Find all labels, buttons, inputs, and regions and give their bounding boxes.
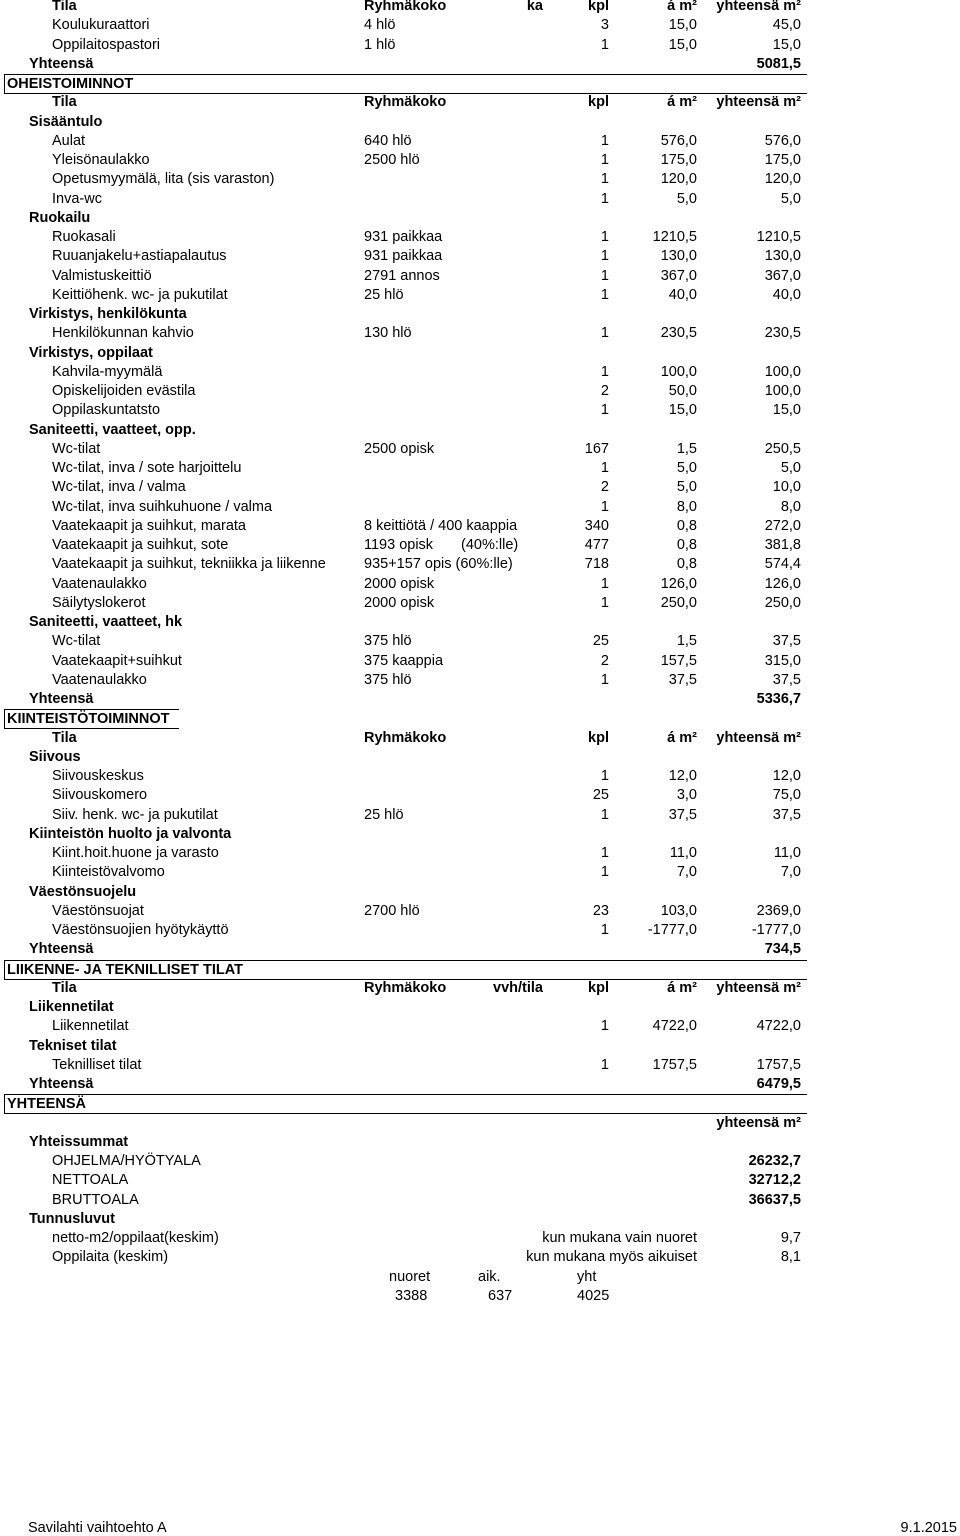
row-tila: Wc-tilat	[52, 633, 101, 650]
key-figure-value: 8,1	[780, 1249, 801, 1266]
row-kpl: 477	[584, 537, 609, 553]
row-am2: 8,0	[676, 498, 697, 515]
table-row	[0, 575, 960, 594]
table-row	[0, 1017, 960, 1036]
row-tila: Kiint.hoit.huone ja varasto	[52, 845, 219, 861]
row-yhteensa: 11,0	[773, 845, 801, 861]
group-heading	[0, 1133, 960, 1152]
row-tila: Opetusmyymälä, lita (sis varaston)	[52, 171, 275, 188]
total-value: 6479,5	[756, 1076, 801, 1092]
row-tila: Inva-wc	[52, 190, 102, 207]
row-kpl: 1	[600, 922, 609, 938]
row-kpl: 2	[600, 652, 609, 669]
total-value: 734,5	[764, 941, 801, 958]
table-row	[0, 401, 960, 420]
header-yhteensa: yhteensä m²	[716, 94, 801, 111]
column-header-row	[0, 979, 960, 998]
row-am2: 100,0	[660, 363, 697, 380]
row-ryhmakoko: 640 hlö	[364, 132, 412, 149]
row-yhteensa: 37,5	[772, 633, 801, 650]
row-ryhmakoko: 2000 opisk	[364, 594, 435, 611]
row-yhteensa: 5,0	[780, 190, 801, 207]
row-ryhmakoko: 25 hlö	[364, 286, 404, 303]
row-tila: Siivouskomero	[52, 787, 148, 804]
total-row	[0, 690, 960, 709]
row-yhteensa: 250,0	[764, 594, 801, 611]
row-yhteensa: 15,0	[772, 402, 801, 419]
row-yhteensa: 40,0	[772, 286, 801, 303]
row-tila: Ruokasali	[52, 229, 116, 245]
row-yhteensa: 37,5	[772, 806, 801, 823]
row-am2: 1757,5	[652, 1056, 697, 1073]
row-kpl: 1	[600, 498, 609, 515]
summary-header-row	[0, 1114, 960, 1133]
header-ryhmakoko: Ryhmäkoko	[364, 729, 447, 746]
row-ryhmakoko: 931 paikkaa	[364, 248, 443, 265]
summary-row	[0, 1171, 960, 1190]
group-heading	[0, 421, 960, 440]
group-label: Yhteissummat	[29, 1133, 129, 1150]
section-title: OHEISTOIMINNOT	[4, 74, 807, 94]
student-count-row	[0, 1287, 960, 1306]
footer-date: 9.1.2015	[900, 1520, 957, 1536]
row-yhteensa: 1757,5	[756, 1056, 801, 1073]
row-yhteensa: 250,5	[764, 440, 801, 457]
group-label: Tekniset tilat	[29, 1037, 117, 1054]
header-ryhmakoko: Ryhmäkoko	[364, 0, 447, 14]
header-tila: Tila	[52, 0, 77, 14]
row-tila: Kahvila-myymälä	[52, 363, 163, 380]
table-row	[0, 594, 960, 613]
column-header-row	[0, 729, 960, 748]
row-am2: 11,0	[669, 845, 697, 861]
header-yhteensa: yhteensä m²	[716, 1114, 801, 1131]
header-kpl: kpl	[588, 94, 609, 111]
row-am2: 0,8	[676, 517, 697, 534]
table-row	[0, 267, 960, 286]
row-yhteensa: 5,0	[780, 460, 801, 476]
row-am2: 367,0	[660, 267, 697, 284]
group-label: Ruokailu	[29, 209, 91, 226]
row-yhteensa: 8,0	[780, 498, 801, 515]
group-heading	[0, 209, 960, 228]
row-kpl: 2	[600, 383, 609, 399]
table-row	[0, 286, 960, 305]
row-yhteensa: 381,8	[764, 537, 801, 553]
summary-row	[0, 1191, 960, 1210]
summary-row	[0, 1152, 960, 1171]
row-ryhmakoko: 935+157 opis (60%:lle)	[364, 556, 513, 573]
row-am2: 50,0	[668, 383, 697, 399]
row-kpl: 1	[600, 229, 609, 245]
row-kpl: 1	[600, 152, 609, 168]
key-figure-label: Oppilaita (keskim)	[52, 1249, 169, 1266]
table-row	[0, 806, 960, 825]
group-label: Saniteetti, vaatteet, hk	[29, 614, 183, 630]
table-row	[0, 536, 960, 555]
row-tila: Oppilaskuntatsto	[52, 402, 161, 419]
section-title: KIINTEISTÖTOIMINNOT	[4, 709, 179, 729]
header-ryhmakoko: Ryhmäkoko	[364, 979, 447, 996]
footer-document-name: Savilahti vaihtoehto A	[28, 1520, 167, 1536]
header-am2: á m²	[667, 0, 697, 14]
row-ryhmakoko: 1 hlö	[364, 36, 396, 53]
table-row	[0, 478, 960, 497]
group-label: Väestönsuojelu	[29, 883, 137, 900]
table-row	[0, 190, 960, 209]
row-am2: 1,5	[676, 440, 697, 457]
row-tila: Liikennetilat	[52, 1018, 129, 1035]
group-label: Liikennetilat	[29, 999, 114, 1015]
header-yhteensa: yhteensä m²	[716, 0, 801, 14]
count-nuoret: 3388	[395, 1287, 428, 1304]
column-header-row	[0, 0, 960, 16]
row-kpl: 1	[600, 594, 609, 611]
row-ryhmakoko-note: (40%:lle)	[461, 537, 519, 553]
row-tila: Vaatekaapit ja suihkut, marata	[52, 517, 246, 534]
row-kpl: 1	[600, 171, 609, 188]
row-ryhmakoko: 931 paikkaa	[364, 229, 443, 245]
row-am2: 37,5	[668, 806, 697, 823]
table-row	[0, 844, 960, 863]
group-heading	[0, 883, 960, 902]
row-yhteensa: 45,0	[772, 17, 801, 34]
row-am2: 1,5	[676, 633, 697, 650]
row-ryhmakoko: 375 hlö	[364, 671, 412, 688]
header-tila: Tila	[52, 979, 77, 996]
key-figure-row	[0, 1248, 960, 1267]
row-am2: 5,0	[676, 460, 697, 476]
row-kpl: 1	[600, 768, 609, 784]
row-am2: 250,0	[660, 594, 697, 611]
header-tila: Tila	[52, 94, 77, 111]
row-am2: 3,0	[676, 787, 697, 804]
table-row	[0, 921, 960, 940]
row-tila: Kiinteistövalvomo	[52, 864, 165, 881]
summary-label: NETTOALA	[52, 1172, 129, 1189]
header-am2: á m²	[667, 94, 697, 111]
row-yhteensa: 130,0	[764, 248, 801, 265]
row-yhteensa: 12,0	[772, 768, 801, 784]
header-am2: á m²	[667, 979, 697, 996]
table-row	[0, 632, 960, 651]
summary-label: OHJELMA/HYÖTYALA	[52, 1153, 201, 1169]
row-am2: 126,0	[660, 575, 697, 592]
row-yhteensa: 7,0	[780, 864, 801, 881]
row-tila: Wc-tilat, inva / valma	[52, 479, 186, 496]
row-tila: Keittiöhenk. wc- ja pukutilat	[52, 286, 228, 303]
table-row	[0, 1056, 960, 1075]
row-kpl: 1	[600, 402, 609, 419]
count-yht: 4025	[577, 1287, 610, 1304]
summary-value: 32712,2	[748, 1172, 801, 1189]
table-row	[0, 498, 960, 517]
row-tila: Henkilökunnan kahvio	[52, 325, 194, 342]
total-value: 5336,7	[756, 691, 801, 707]
table-row	[0, 132, 960, 151]
table-row	[0, 36, 960, 55]
row-yhteensa: 15,0	[772, 36, 801, 53]
table-row	[0, 363, 960, 382]
row-ryhmakoko: 2000 opisk	[364, 575, 435, 592]
row-tila: Vaatenaulakko	[52, 671, 147, 688]
row-yhteensa: 4722,0	[756, 1018, 801, 1035]
summary-label: BRUTTOALA	[52, 1191, 139, 1208]
column-header-row	[0, 93, 960, 112]
row-ryhmakoko: 2500 opisk	[364, 440, 435, 457]
row-kpl: 25	[592, 787, 609, 804]
header-kpl: kpl	[588, 0, 609, 14]
table-row	[0, 228, 960, 247]
group-heading	[0, 825, 960, 844]
row-am2: 1210,5	[652, 229, 697, 245]
group-label: Sisääntulo	[29, 113, 103, 130]
table-row	[0, 767, 960, 786]
row-tila: Väestönsuojien hyötykäyttö	[52, 922, 229, 938]
group-heading	[0, 344, 960, 363]
total-label: Yhteensä	[29, 691, 94, 707]
row-tila: Vaatekaapit ja suihkut, sote	[52, 537, 229, 553]
group-label: Kiinteistön huolto ja valvonta	[29, 825, 232, 842]
row-ryhmakoko: 2791 annos	[364, 267, 440, 284]
table-row	[0, 517, 960, 536]
row-tila: Siivouskeskus	[52, 768, 144, 784]
table-row	[0, 440, 960, 459]
header-kpl: kpl	[588, 729, 609, 746]
total-label: Yhteensä	[29, 941, 94, 958]
key-figure-note: kun mukana vain nuoret	[542, 1230, 697, 1246]
count-head-aik: aik.	[478, 1268, 501, 1285]
row-tila: Teknilliset tilat	[52, 1056, 142, 1073]
section-title: LIIKENNE- JA TEKNILLISET TILAT	[4, 960, 807, 980]
table-row	[0, 555, 960, 574]
table-row	[0, 671, 960, 690]
row-yhteensa: 315,0	[764, 652, 801, 669]
header-ryhmakoko: Ryhmäkoko	[364, 94, 447, 111]
row-am2: 0,8	[676, 556, 697, 573]
header-yhteensa: yhteensä m²	[716, 729, 801, 746]
row-kpl: 1	[600, 132, 609, 149]
key-figure-note: kun mukana myös aikuiset	[526, 1249, 697, 1266]
table-row	[0, 459, 960, 478]
row-kpl: 1	[600, 1056, 609, 1073]
table-row	[0, 382, 960, 401]
row-yhteensa: 100,0	[764, 363, 801, 380]
row-kpl: 3	[600, 17, 609, 34]
row-ryhmakoko: 4 hlö	[364, 17, 396, 34]
table-row	[0, 170, 960, 189]
row-tila: Vaatenaulakko	[52, 575, 147, 592]
group-label: Virkistys, henkilökunta	[29, 306, 187, 322]
group-label: Tunnusluvut	[29, 1210, 115, 1227]
row-kpl: 1	[600, 460, 609, 476]
header-am2: á m²	[667, 729, 697, 746]
group-heading	[0, 748, 960, 767]
row-tila: Opiskelijoiden evästila	[52, 383, 196, 399]
row-am2: 230,5	[660, 325, 697, 342]
row-tila: Väestönsuojat	[52, 902, 144, 919]
total-label: Yhteensä	[29, 1076, 94, 1092]
row-kpl: 1	[600, 806, 609, 823]
row-yhteensa: 576,0	[764, 132, 801, 149]
row-am2: 40,0	[668, 286, 697, 303]
group-heading	[0, 998, 960, 1017]
row-ryhmakoko: 375 hlö	[364, 633, 412, 650]
count-head-nuoret: nuoret	[389, 1268, 431, 1285]
header-kpl: kpl	[588, 979, 609, 996]
row-kpl: 1	[600, 671, 609, 688]
row-am2: 175,0	[660, 152, 697, 168]
row-tila: Wc-tilat	[52, 440, 101, 457]
group-label: Virkistys, oppilaat	[29, 344, 153, 361]
table-row	[0, 247, 960, 266]
table-row	[0, 151, 960, 170]
table-row	[0, 786, 960, 805]
total-row	[0, 940, 960, 959]
row-tila: Wc-tilat, inva / sote harjoittelu	[52, 460, 242, 476]
row-am2: 103,0	[660, 902, 697, 919]
row-am2: 130,0	[660, 248, 697, 265]
summary-value: 26232,7	[748, 1153, 801, 1169]
row-yhteensa: 126,0	[764, 575, 801, 592]
row-tila: Ruuanjakelu+astiapalautus	[52, 248, 227, 265]
row-kpl: 25	[592, 633, 609, 650]
row-tila: Siiv. henk. wc- ja pukutilat	[52, 806, 218, 823]
row-yhteensa: 75,0	[772, 787, 801, 804]
row-am2: 120,0	[660, 171, 697, 188]
row-kpl: 340	[584, 517, 609, 534]
row-yhteensa: 10,0	[772, 479, 801, 496]
row-am2: 4722,0	[652, 1018, 697, 1035]
group-heading	[0, 305, 960, 324]
row-ryhmakoko: 8 keittiötä / 400 kaappia	[364, 517, 518, 534]
row-kpl: 718	[584, 556, 609, 573]
section-title: YHTEENSÄ	[4, 1094, 807, 1114]
row-kpl: 1	[600, 36, 609, 53]
row-am2: 7,0	[676, 864, 697, 881]
row-yhteensa: 100,0	[764, 383, 801, 399]
row-am2: 576,0	[660, 132, 697, 149]
group-heading	[0, 1037, 960, 1056]
total-row	[0, 1075, 960, 1094]
row-kpl: 1	[600, 286, 609, 303]
row-kpl: 2	[600, 479, 609, 496]
count-head-yht: yht	[577, 1268, 597, 1285]
total-row	[0, 55, 960, 74]
row-tila: Aulat	[52, 132, 86, 149]
row-yhteensa: 367,0	[764, 267, 801, 284]
group-heading	[0, 1210, 960, 1229]
table-row	[0, 324, 960, 343]
row-yhteensa: -1777,0	[751, 922, 801, 938]
table-row	[0, 902, 960, 921]
row-kpl: 1	[600, 248, 609, 265]
row-tila: Vaatekaapit ja suihkut, tekniikka ja liikenne	[52, 556, 326, 573]
row-ryhmakoko: 375 kaappia	[364, 652, 444, 669]
group-label: Siivous	[29, 748, 81, 765]
group-label: Saniteetti, vaatteet, opp.	[29, 421, 196, 438]
row-am2: 12,0	[668, 768, 697, 784]
row-kpl: 1	[600, 845, 609, 861]
row-ryhmakoko: 25 hlö	[364, 806, 404, 823]
row-tila: Oppilaitospastori	[52, 36, 160, 53]
row-ryhmakoko: 2500 hlö	[364, 152, 420, 168]
row-kpl: 1	[600, 1018, 609, 1035]
row-yhteensa: 272,0	[764, 517, 801, 534]
row-kpl: 167	[584, 440, 609, 457]
row-tila: Vaatekaapit+suihkut	[52, 652, 182, 669]
row-am2: 15,0	[668, 36, 697, 53]
key-figure-value: 9,7	[780, 1230, 801, 1246]
row-tila: Säilytyslokerot	[52, 594, 146, 611]
row-kpl: 1	[600, 267, 609, 284]
row-am2: 5,0	[676, 479, 697, 496]
row-am2: 37,5	[668, 671, 697, 688]
row-am2: 5,0	[676, 190, 697, 207]
table-row	[0, 652, 960, 671]
row-ryhmakoko: 1193 opisk	[364, 537, 434, 553]
row-am2: 15,0	[668, 17, 697, 34]
row-yhteensa: 2369,0	[756, 902, 801, 919]
row-yhteensa: 574,4	[764, 556, 801, 573]
row-tila: Valmistuskeittiö	[52, 267, 152, 284]
summary-value: 36637,5	[748, 1191, 801, 1208]
row-yhteensa: 230,5	[764, 325, 801, 342]
header-ka: ka	[526, 0, 543, 14]
table-row	[0, 16, 960, 35]
row-ryhmakoko: 130 hlö	[364, 325, 412, 342]
key-figure-label: netto-m2/oppilaat(keskim)	[52, 1230, 219, 1246]
row-kpl: 23	[592, 902, 609, 919]
row-ryhmakoko: 2700 hlö	[364, 902, 420, 919]
header-yhteensa: yhteensä m²	[716, 979, 801, 996]
row-yhteensa: 120,0	[764, 171, 801, 188]
group-heading	[0, 613, 960, 632]
key-figure-row	[0, 1229, 960, 1248]
total-label: Yhteensä	[29, 55, 94, 72]
row-kpl: 1	[600, 575, 609, 592]
row-yhteensa: 37,5	[772, 671, 801, 688]
header-tila: Tila	[52, 729, 77, 746]
total-value: 5081,5	[756, 55, 801, 72]
row-kpl: 1	[600, 864, 609, 881]
group-heading	[0, 113, 960, 132]
row-kpl: 1	[600, 363, 609, 380]
header-vvh: vvh/tila	[493, 979, 543, 996]
row-am2: 15,0	[668, 402, 697, 419]
row-am2: -1777,0	[647, 922, 697, 938]
row-kpl: 1	[600, 325, 609, 342]
row-am2: 157,5	[660, 652, 697, 669]
row-tila: Koulukuraattori	[52, 17, 150, 34]
row-yhteensa: 1210,5	[756, 229, 801, 245]
student-count-header	[0, 1268, 960, 1287]
count-aik: 637	[488, 1287, 513, 1304]
table-row	[0, 863, 960, 882]
row-tila: Wc-tilat, inva suihkuhuone / valma	[52, 498, 273, 515]
row-yhteensa: 175,0	[764, 152, 801, 168]
row-tila: Yleisönaulakko	[52, 152, 150, 168]
row-am2: 0,8	[676, 537, 697, 553]
row-kpl: 1	[600, 190, 609, 207]
